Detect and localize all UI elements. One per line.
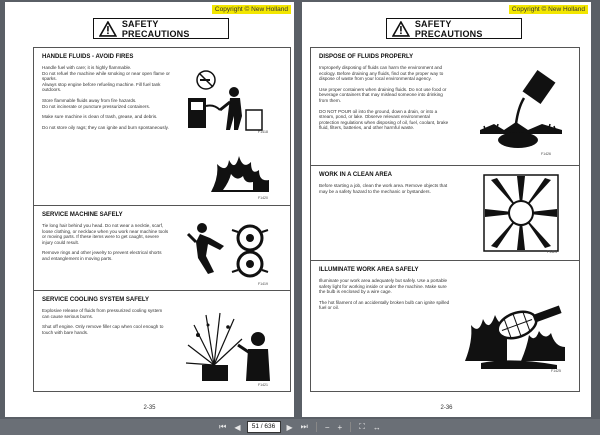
paragraph: Before starting a job, clean the work area. Remove objects that may be a safety hazard to the mechanic or bystanders. <box>319 183 448 194</box>
paragraph: Shut off engine. Only remove filler cap when cool enough to touch with bare hands. <box>42 324 164 335</box>
section-cooling-system <box>34 291 290 393</box>
section-handle-fluids <box>34 48 290 206</box>
section-title: HANDLE FLUIDS - AVOID FIRES <box>42 54 134 60</box>
entanglement-hazard-illustration <box>184 216 276 282</box>
paragraph: Use proper containers when draining fluids. Do not use food or beverage containers that may mislead someone into drinking from them. <box>319 86 447 103</box>
fire-flames-illustration <box>209 152 271 194</box>
right-page <box>302 2 591 417</box>
warning-icon <box>392 21 410 37</box>
broken-bulb-fire-illustration <box>461 281 571 371</box>
fit-page-icon[interactable]: ⛶ <box>359 422 365 431</box>
refuel-no-smoking-illustration <box>184 68 276 133</box>
last-page-icon[interactable]: ⏭ <box>300 422 308 431</box>
page-title-box <box>386 18 522 39</box>
section-title: SERVICE COOLING SYSTEM SAFELY <box>42 297 150 303</box>
figure-label: F1426 <box>541 152 551 156</box>
first-page-icon[interactable]: ⏮ <box>219 422 227 431</box>
paragraph: The hot filament of an accidentally broken bulb can ignite spilled fuel or oil. <box>319 299 450 311</box>
paragraph: Do not store oily rags; they can ignite and burn spontaneously. <box>42 124 169 130</box>
toolbar-divider <box>316 422 317 432</box>
radiator-explosion-illustration <box>184 305 276 383</box>
content-frame <box>310 47 580 392</box>
content-frame <box>33 47 291 392</box>
figure-label: F1421 <box>258 383 268 387</box>
warning-icon <box>99 21 117 37</box>
section-dispose-fluids <box>311 48 579 166</box>
section-service-machine <box>34 206 290 291</box>
paragraph: Tie long hair behind you head. Do not wear a necktie, scarf, loose clothing, or necklace when you work near machine tools or moving parts. If these items were to get caught, severe injury could result. <box>42 223 169 245</box>
figure-label: F1420 <box>258 196 268 200</box>
viewer-toolbar <box>0 419 600 435</box>
page-number: 2-36 <box>440 405 453 411</box>
section-title: SERVICE MACHINE SAFELY <box>42 212 123 218</box>
copyright-label: Copyright © New Holland <box>509 5 588 14</box>
section-body <box>319 183 451 199</box>
section-title: ILLUMINATE WORK AREA SAFELY <box>319 267 419 273</box>
figure-label: F1424 <box>547 250 557 254</box>
section-illuminate-area <box>311 261 579 393</box>
section-body <box>319 65 451 136</box>
section-title: DISPOSE OF FLUIDS PROPERLY <box>319 54 414 60</box>
copyright-label: Copyright © New Holland <box>212 5 291 14</box>
figure-label: F1419 <box>258 282 268 286</box>
page-number: 2-35 <box>143 405 156 411</box>
section-title: WORK IN A CLEAN AREA <box>319 172 392 178</box>
section-clean-area <box>311 166 579 261</box>
page-title: SAFETY PRECAUTIONS <box>414 18 483 39</box>
paragraph: Store flammable fluids away from fire hazards. Do not incinerate or puncture pressurized containers. <box>42 97 151 109</box>
section-body <box>42 308 170 340</box>
figure-label: F1418 <box>258 130 268 134</box>
paragraph: Improperly disposing of fluids can harm the environment and ecology. Before draining any fluids, find out the proper way to dispose of waste from your local environmental agency. <box>319 65 444 82</box>
zoom-in-icon[interactable]: + <box>337 422 343 432</box>
paragraph: DO NOT POUR oil into the ground, down a drain, or into a stream, pond, or lake. Observe relevant environmental protection regulations when disposing of oil, fuel, coolant, brake fluid, filters, batteries, and other harmful waste. <box>319 108 449 131</box>
paragraph: Explosive release of fluids from pressurized cooling system can cause serious burns. <box>42 308 163 319</box>
left-page <box>5 2 294 417</box>
section-body <box>42 65 170 135</box>
prev-page-icon[interactable]: ◀ <box>234 422 241 432</box>
oil-pouring-ground-illustration <box>476 68 566 153</box>
toolbar-divider <box>350 422 351 432</box>
page-number-input[interactable]: 51 / 636 <box>247 421 281 433</box>
section-body <box>42 223 170 267</box>
figure-label: F1425 <box>551 369 561 373</box>
page-title: SAFETY PRECAUTIONS <box>121 18 190 39</box>
next-page-icon[interactable]: ▶ <box>286 422 293 432</box>
page-title-box <box>93 18 229 39</box>
paragraph: Make sure machine is clean of trash, grease, and debris. <box>42 114 158 120</box>
zoom-out-icon[interactable]: − <box>324 422 330 432</box>
paragraph: Illuminate your work area adequately but safely. Use a portable safety light for working inside or under the machine. Make sure the bulb is enclosed by a wire cage. <box>319 278 448 295</box>
fit-width-icon[interactable]: ↔ <box>372 422 381 432</box>
paragraph: Remove rings and other jewelry to prevent electrical shorts and entanglement in moving parts. <box>42 250 162 261</box>
paragraph: Handle fuel with care; it is highly flammable. Do not refuel the machine while smoking or near open flame or sparks. Always stop engine before refueling machine. Fill fuel tank outdoors. <box>42 65 170 93</box>
section-body <box>319 278 451 316</box>
clean-area-sunburst-illustration <box>483 174 559 252</box>
